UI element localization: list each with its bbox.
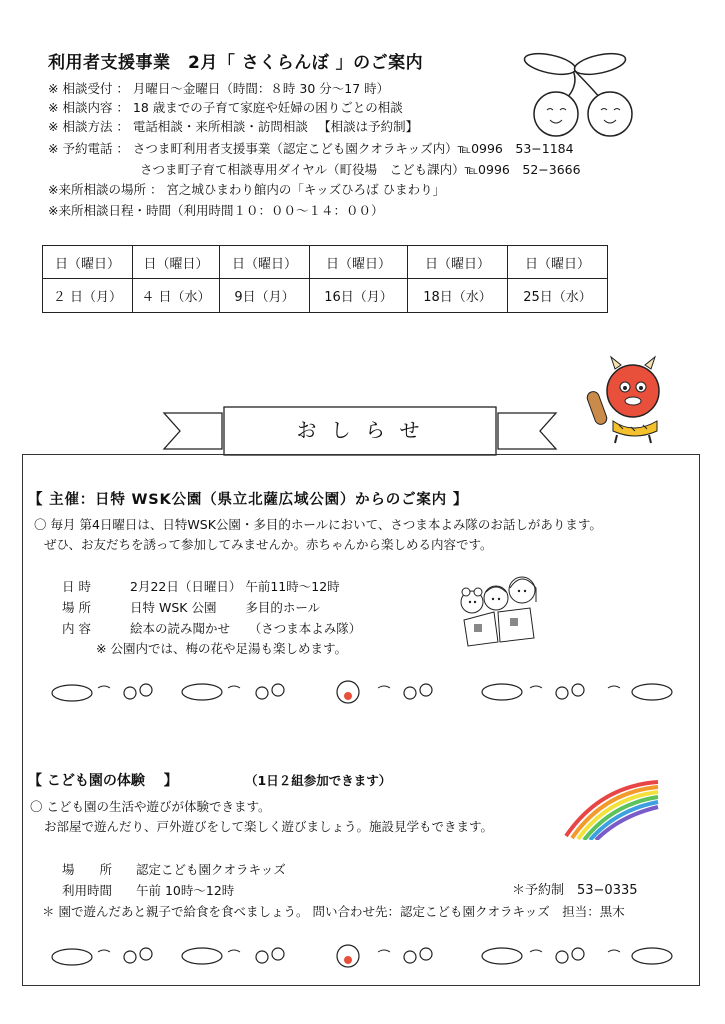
info-line-phone-2: さつま町子育て相談専用ダイヤル（町役場 こども課内）℡0996 52−3666 [140, 162, 581, 177]
schedule-date-row [43, 279, 608, 313]
decorative-bird-flower-border [32, 944, 692, 970]
info-line-phone: ※ 予約電話 ： さつま町利用者支援事業（認定こども園クオラキッズ内）℡0996 53−1184 [48, 141, 574, 156]
wsk-detail-label: 内 容 [62, 621, 91, 636]
kodomo-place-value: 認定こども園クオラキッズ [136, 862, 286, 877]
kodomo-heading-sub: （1日２組参加できます） [245, 773, 392, 788]
schedule-date-cell: ２ 日（月） [43, 279, 133, 313]
info-line-content: ※ 相談内容 ： 18 歳までの子育て家庭や妊婦の困りごとの相談 [48, 100, 403, 115]
kodomo-place-label: 場 所 [62, 862, 113, 877]
wsk-detail-value: 絵本の読み聞かせ （さつま本よみ隊） [130, 621, 362, 636]
schedule-header-cell: 日（曜日） [310, 246, 408, 279]
wsk-intro-line-1: 〇 毎月 第4日曜日は、日特WSK公園・多目的ホールにおいて、さつま本よみ隊のお話しがあります。 [34, 517, 602, 532]
decorative-bird-flower-border [32, 680, 692, 706]
ogre-illustration [585, 355, 680, 445]
schedule-header-cell: 日（曜日） [408, 246, 508, 279]
schedule-date-cell: 18日（水） [408, 279, 508, 313]
schedule-header-cell: 日（曜日） [133, 246, 220, 279]
info-line-reception: ※ 相談受付 ： 月曜日～金曜日（時間：８時 30 分～17 時） [48, 81, 390, 96]
kodomo-reservation: ＊予約制 53−0335 [512, 883, 638, 898]
wsk-detail-value: 日特 WSK 公園 多目的ホール [130, 600, 321, 615]
kodomo-time-value: 午前 10時～12時 [136, 883, 235, 898]
info-line-schedule: ※来所相談日程・時間（利用時間１０：００～１４：００） [48, 203, 384, 218]
wsk-intro-line-2: ぜひ、お友だちを誘って参加してみませんか。赤ちゃんから楽しめる内容です。 [44, 537, 493, 552]
kodomo-heading: 【 こども園の体験 】 [28, 773, 178, 789]
schedule-date-cell: ４ 日（水） [133, 279, 220, 313]
reading-family-illustration [454, 572, 546, 648]
wsk-detail-label: 日 時 [62, 579, 91, 594]
schedule-date-cell: 9日（月） [220, 279, 310, 313]
cherry-illustration [512, 48, 662, 140]
schedule-header-row [43, 246, 608, 279]
kodomo-intro-line-2: お部屋で遊んだり、戸外遊びをして楽しく遊びましょう。施設見学もできます。 [44, 819, 494, 834]
page-title: 利用者支援事業 2月「 さくらんぼ 」のご案内 [48, 53, 424, 73]
kodomo-footer-note: ＊ 園で遊んだあと親子で給食を食べましょう。 問い合わせ先：認定こども園クオラキッズ 担当：黒木 [42, 904, 625, 919]
rainbow-illustration [560, 776, 664, 840]
info-line-method: ※ 相談方法 ： 電話相談・来所相談・訪問相談 【相談は予約制】 [48, 119, 419, 134]
notice-banner-label: お し ら せ [296, 418, 424, 442]
schedule-date-cell: 25日（水） [508, 279, 608, 313]
wsk-detail-value: 2月22日（日曜日） 午前11時～12時 [130, 579, 340, 594]
schedule-date-cell: 16日（月） [310, 279, 408, 313]
wsk-detail-label: 場 所 [62, 600, 91, 615]
schedule-table [42, 245, 608, 313]
kodomo-intro-line-1: 〇 こども園の生活や遊びが体験できます。 [30, 799, 271, 814]
schedule-header-cell: 日（曜日） [220, 246, 310, 279]
schedule-header-cell: 日（曜日） [43, 246, 133, 279]
schedule-header-cell: 日（曜日） [508, 246, 608, 279]
info-line-place: ※来所相談の場所 ： 宮之城ひまわり館内の「キッズひろば ひまわり」 [48, 182, 446, 197]
wsk-note: ※ 公園内では、梅の花や足湯も楽しめます。 [96, 641, 347, 656]
wsk-heading: 【 主催：日特 WSK公園（県立北薩広域公園）からのご案内 】 [28, 492, 469, 508]
kodomo-time-label: 利用時間 [62, 883, 113, 898]
